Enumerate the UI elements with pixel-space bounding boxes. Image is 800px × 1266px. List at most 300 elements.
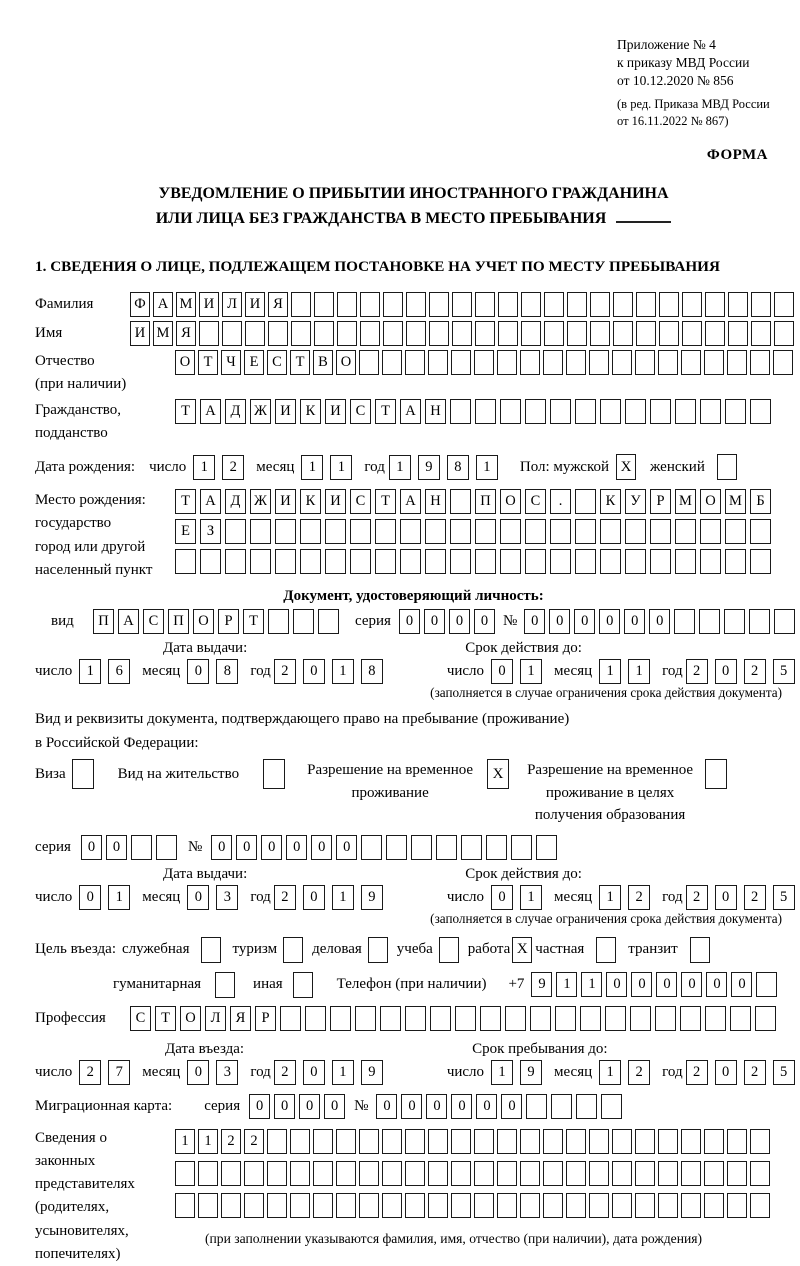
form-cell[interactable]: П: [475, 489, 496, 514]
form-cell[interactable]: [520, 1161, 540, 1186]
form-cell[interactable]: [674, 609, 695, 634]
form-cell[interactable]: [175, 1193, 195, 1218]
form-cell[interactable]: [511, 835, 532, 860]
form-cell[interactable]: [383, 292, 403, 317]
form-cell[interactable]: 0: [491, 659, 513, 684]
form-cell[interactable]: .: [550, 489, 571, 514]
form-cell[interactable]: [268, 609, 289, 634]
form-cell[interactable]: 0: [474, 609, 495, 634]
form-cell[interactable]: [360, 321, 380, 346]
form-cell[interactable]: [682, 292, 702, 317]
form-cell[interactable]: 1: [332, 659, 354, 684]
form-cell[interactable]: [700, 399, 721, 424]
form-cell[interactable]: 0: [303, 659, 325, 684]
form-cell[interactable]: [655, 1006, 676, 1031]
form-cell[interactable]: [405, 1006, 426, 1031]
form-cell[interactable]: Д: [225, 399, 246, 424]
form-cell[interactable]: [359, 1129, 379, 1154]
form-cell[interactable]: 9: [418, 455, 440, 480]
form-cell[interactable]: [704, 1193, 724, 1218]
form-cell[interactable]: С: [525, 489, 546, 514]
form-cell[interactable]: [244, 1161, 264, 1186]
form-cell[interactable]: В: [313, 350, 333, 375]
form-cell[interactable]: [550, 399, 571, 424]
form-cell[interactable]: 0: [399, 609, 420, 634]
form-cell[interactable]: [520, 350, 540, 375]
form-cell[interactable]: 1: [628, 659, 650, 684]
form-cell[interactable]: [650, 519, 671, 544]
purpose-transit-checkbox[interactable]: [690, 937, 710, 963]
form-cell[interactable]: [336, 1193, 356, 1218]
form-cell[interactable]: 1: [599, 659, 621, 684]
form-cell[interactable]: [681, 1161, 701, 1186]
form-cell[interactable]: [290, 1193, 310, 1218]
form-cell[interactable]: [428, 1161, 448, 1186]
form-cell[interactable]: [525, 399, 546, 424]
form-cell[interactable]: 0: [303, 1060, 325, 1085]
form-cell[interactable]: [405, 1161, 425, 1186]
form-cell[interactable]: И: [245, 292, 265, 317]
form-cell[interactable]: [425, 519, 446, 544]
form-cell[interactable]: [386, 835, 407, 860]
form-cell[interactable]: Д: [225, 489, 246, 514]
form-cell[interactable]: [451, 1129, 471, 1154]
form-cell[interactable]: [497, 1161, 517, 1186]
form-cell[interactable]: [450, 519, 471, 544]
form-cell[interactable]: [486, 835, 507, 860]
form-cell[interactable]: [452, 292, 472, 317]
form-cell[interactable]: [411, 835, 432, 860]
form-cell[interactable]: [566, 1161, 586, 1186]
form-cell[interactable]: [525, 519, 546, 544]
form-cell[interactable]: С: [143, 609, 164, 634]
blank-underline[interactable]: [616, 221, 671, 223]
form-cell[interactable]: [536, 835, 557, 860]
form-cell[interactable]: И: [275, 399, 296, 424]
form-cell[interactable]: [567, 292, 587, 317]
form-cell[interactable]: [600, 399, 621, 424]
form-cell[interactable]: [199, 321, 219, 346]
form-cell[interactable]: [700, 549, 721, 574]
form-cell[interactable]: 2: [744, 1060, 766, 1085]
form-cell[interactable]: [756, 972, 777, 997]
form-cell[interactable]: [405, 1193, 425, 1218]
form-cell[interactable]: [451, 350, 471, 375]
form-cell[interactable]: 5: [773, 659, 795, 684]
form-cell[interactable]: [725, 519, 746, 544]
form-cell[interactable]: [406, 292, 426, 317]
form-cell[interactable]: [198, 1193, 218, 1218]
form-cell[interactable]: 2: [686, 659, 708, 684]
form-cell[interactable]: 0: [303, 885, 325, 910]
purpose-business-checkbox[interactable]: [368, 937, 388, 963]
form-cell[interactable]: [375, 519, 396, 544]
form-cell[interactable]: [475, 549, 496, 574]
form-cell[interactable]: 1: [332, 885, 354, 910]
form-cell[interactable]: [635, 1193, 655, 1218]
form-cell[interactable]: 2: [79, 1060, 101, 1085]
form-cell[interactable]: 0: [715, 1060, 737, 1085]
form-cell[interactable]: [380, 1006, 401, 1031]
form-cell[interactable]: [250, 549, 271, 574]
form-cell[interactable]: [325, 549, 346, 574]
form-cell[interactable]: 0: [424, 609, 445, 634]
form-cell[interactable]: М: [675, 489, 696, 514]
form-cell[interactable]: [428, 350, 448, 375]
form-cell[interactable]: [605, 1006, 626, 1031]
form-cell[interactable]: 2: [628, 1060, 650, 1085]
form-cell[interactable]: [635, 1161, 655, 1186]
form-cell[interactable]: 0: [286, 835, 307, 860]
form-cell[interactable]: 0: [715, 659, 737, 684]
form-cell[interactable]: [361, 835, 382, 860]
form-cell[interactable]: М: [725, 489, 746, 514]
form-cell[interactable]: [318, 609, 339, 634]
form-cell[interactable]: [755, 1006, 776, 1031]
form-cell[interactable]: [400, 519, 421, 544]
form-cell[interactable]: [290, 1129, 310, 1154]
form-cell[interactable]: 1: [556, 972, 577, 997]
form-cell[interactable]: [625, 519, 646, 544]
form-cell[interactable]: [505, 1006, 526, 1031]
form-cell[interactable]: 1: [581, 972, 602, 997]
form-cell[interactable]: 1: [175, 1129, 195, 1154]
form-cell[interactable]: [613, 321, 633, 346]
form-cell[interactable]: 1: [198, 1129, 218, 1154]
form-cell[interactable]: [727, 1129, 747, 1154]
form-cell[interactable]: К: [300, 489, 321, 514]
form-cell[interactable]: [725, 399, 746, 424]
form-cell[interactable]: [650, 549, 671, 574]
form-cell[interactable]: Е: [175, 519, 196, 544]
form-cell[interactable]: [612, 1161, 632, 1186]
form-cell[interactable]: К: [600, 489, 621, 514]
form-cell[interactable]: [497, 350, 517, 375]
form-cell[interactable]: [521, 292, 541, 317]
form-cell[interactable]: [520, 1193, 540, 1218]
form-cell[interactable]: Ч: [221, 350, 241, 375]
form-cell[interactable]: [429, 321, 449, 346]
form-cell[interactable]: [589, 1193, 609, 1218]
form-cell[interactable]: О: [700, 489, 721, 514]
form-cell[interactable]: [268, 321, 288, 346]
form-cell[interactable]: [589, 1161, 609, 1186]
form-cell[interactable]: 0: [106, 835, 127, 860]
form-cell[interactable]: [681, 1129, 701, 1154]
form-cell[interactable]: [543, 1161, 563, 1186]
form-cell[interactable]: 0: [599, 609, 620, 634]
form-cell[interactable]: 0: [79, 885, 101, 910]
form-cell[interactable]: [575, 399, 596, 424]
form-cell[interactable]: [728, 321, 748, 346]
form-cell[interactable]: [221, 1193, 241, 1218]
form-cell[interactable]: 2: [274, 659, 296, 684]
form-cell[interactable]: [275, 549, 296, 574]
form-cell[interactable]: [175, 1161, 195, 1186]
form-cell[interactable]: 1: [193, 455, 215, 480]
form-cell[interactable]: [750, 1129, 770, 1154]
form-cell[interactable]: [405, 350, 425, 375]
form-cell[interactable]: [612, 1129, 632, 1154]
form-cell[interactable]: [359, 1193, 379, 1218]
form-cell[interactable]: 0: [524, 609, 545, 634]
form-cell[interactable]: [774, 321, 794, 346]
form-cell[interactable]: [700, 519, 721, 544]
form-cell[interactable]: [589, 1129, 609, 1154]
form-cell[interactable]: [543, 1193, 563, 1218]
visa-checkbox[interactable]: [72, 759, 94, 789]
form-cell[interactable]: [267, 1193, 287, 1218]
form-cell[interactable]: 0: [311, 835, 332, 860]
form-cell[interactable]: [475, 292, 495, 317]
form-cell[interactable]: 0: [236, 835, 257, 860]
form-cell[interactable]: 0: [249, 1094, 270, 1119]
form-cell[interactable]: [313, 1129, 333, 1154]
purpose-work-checkbox[interactable]: X: [512, 937, 532, 963]
form-cell[interactable]: А: [153, 292, 173, 317]
form-cell[interactable]: И: [130, 321, 150, 346]
temp-residence-edu-checkbox[interactable]: [705, 759, 727, 789]
form-cell[interactable]: [530, 1006, 551, 1031]
form-cell[interactable]: 0: [624, 609, 645, 634]
form-cell[interactable]: [382, 1193, 402, 1218]
form-cell[interactable]: [428, 1193, 448, 1218]
form-cell[interactable]: 0: [81, 835, 102, 860]
form-cell[interactable]: [544, 321, 564, 346]
form-cell[interactable]: О: [175, 350, 195, 375]
form-cell[interactable]: Ж: [250, 489, 271, 514]
form-cell[interactable]: О: [193, 609, 214, 634]
form-cell[interactable]: О: [180, 1006, 201, 1031]
form-cell[interactable]: С: [267, 350, 287, 375]
form-cell[interactable]: [590, 292, 610, 317]
form-cell[interactable]: [428, 1129, 448, 1154]
form-cell[interactable]: [336, 1161, 356, 1186]
form-cell[interactable]: М: [176, 292, 196, 317]
form-cell[interactable]: [300, 519, 321, 544]
form-cell[interactable]: Н: [425, 399, 446, 424]
form-cell[interactable]: [280, 1006, 301, 1031]
form-cell[interactable]: 2: [274, 1060, 296, 1085]
form-cell[interactable]: 0: [274, 1094, 295, 1119]
form-cell[interactable]: [450, 399, 471, 424]
form-cell[interactable]: 0: [501, 1094, 522, 1119]
form-cell[interactable]: [650, 399, 671, 424]
form-cell[interactable]: [544, 292, 564, 317]
form-cell[interactable]: [300, 549, 321, 574]
form-cell[interactable]: [520, 1129, 540, 1154]
form-cell[interactable]: [451, 1193, 471, 1218]
form-cell[interactable]: [500, 519, 521, 544]
form-cell[interactable]: 0: [401, 1094, 422, 1119]
form-cell[interactable]: [336, 1129, 356, 1154]
form-cell[interactable]: [774, 609, 795, 634]
form-cell[interactable]: [705, 292, 725, 317]
form-cell[interactable]: [450, 489, 471, 514]
form-cell[interactable]: 0: [451, 1094, 472, 1119]
residence-permit-checkbox[interactable]: [263, 759, 285, 789]
form-cell[interactable]: [704, 1129, 724, 1154]
form-cell[interactable]: 6: [108, 659, 130, 684]
form-cell[interactable]: Т: [175, 399, 196, 424]
form-cell[interactable]: [575, 489, 596, 514]
form-cell[interactable]: 8: [447, 455, 469, 480]
form-cell[interactable]: [436, 835, 457, 860]
purpose-humanitarian-checkbox[interactable]: [215, 972, 235, 998]
purpose-study-checkbox[interactable]: [439, 937, 459, 963]
form-cell[interactable]: [156, 835, 177, 860]
form-cell[interactable]: [773, 350, 793, 375]
form-cell[interactable]: [500, 549, 521, 574]
form-cell[interactable]: А: [200, 489, 221, 514]
form-cell[interactable]: [406, 321, 426, 346]
form-cell[interactable]: 0: [261, 835, 282, 860]
form-cell[interactable]: [382, 350, 402, 375]
form-cell[interactable]: [749, 609, 770, 634]
form-cell[interactable]: [450, 549, 471, 574]
form-cell[interactable]: 2: [686, 1060, 708, 1085]
form-cell[interactable]: [636, 321, 656, 346]
form-cell[interactable]: П: [168, 609, 189, 634]
form-cell[interactable]: [474, 1193, 494, 1218]
form-cell[interactable]: М: [153, 321, 173, 346]
form-cell[interactable]: 0: [649, 609, 670, 634]
form-cell[interactable]: [550, 519, 571, 544]
form-cell[interactable]: Т: [290, 350, 310, 375]
form-cell[interactable]: 1: [599, 1060, 621, 1085]
form-cell[interactable]: [359, 1161, 379, 1186]
form-cell[interactable]: [600, 519, 621, 544]
form-cell[interactable]: 9: [520, 1060, 542, 1085]
form-cell[interactable]: 1: [330, 455, 352, 480]
form-cell[interactable]: Р: [650, 489, 671, 514]
form-cell[interactable]: [405, 1129, 425, 1154]
form-cell[interactable]: [175, 549, 196, 574]
form-cell[interactable]: [750, 1193, 770, 1218]
form-cell[interactable]: 0: [426, 1094, 447, 1119]
form-cell[interactable]: [730, 1006, 751, 1031]
form-cell[interactable]: [566, 350, 586, 375]
purpose-tourism-checkbox[interactable]: [283, 937, 303, 963]
form-cell[interactable]: [550, 549, 571, 574]
form-cell[interactable]: И: [199, 292, 219, 317]
form-cell[interactable]: [575, 519, 596, 544]
form-cell[interactable]: [313, 1161, 333, 1186]
form-cell[interactable]: 0: [187, 1060, 209, 1085]
form-cell[interactable]: [613, 292, 633, 317]
form-cell[interactable]: [222, 321, 242, 346]
form-cell[interactable]: [475, 399, 496, 424]
form-cell[interactable]: [675, 399, 696, 424]
form-cell[interactable]: О: [500, 489, 521, 514]
form-cell[interactable]: 0: [731, 972, 752, 997]
form-cell[interactable]: 1: [520, 885, 542, 910]
form-cell[interactable]: [725, 549, 746, 574]
form-cell[interactable]: [430, 1006, 451, 1031]
form-cell[interactable]: [658, 1129, 678, 1154]
form-cell[interactable]: [200, 549, 221, 574]
form-cell[interactable]: [659, 321, 679, 346]
form-cell[interactable]: С: [350, 489, 371, 514]
form-cell[interactable]: Т: [155, 1006, 176, 1031]
form-cell[interactable]: [382, 1161, 402, 1186]
form-cell[interactable]: [451, 1161, 471, 1186]
form-cell[interactable]: [337, 321, 357, 346]
form-cell[interactable]: [575, 549, 596, 574]
form-cell[interactable]: А: [400, 489, 421, 514]
form-cell[interactable]: [750, 350, 770, 375]
form-cell[interactable]: [480, 1006, 501, 1031]
form-cell[interactable]: [612, 350, 632, 375]
form-cell[interactable]: Б: [750, 489, 771, 514]
form-cell[interactable]: Л: [205, 1006, 226, 1031]
form-cell[interactable]: 2: [222, 455, 244, 480]
form-cell[interactable]: 0: [324, 1094, 345, 1119]
form-cell[interactable]: [325, 519, 346, 544]
form-cell[interactable]: [675, 519, 696, 544]
form-cell[interactable]: 0: [476, 1094, 497, 1119]
form-cell[interactable]: А: [200, 399, 221, 424]
form-cell[interactable]: 0: [656, 972, 677, 997]
form-cell[interactable]: [337, 292, 357, 317]
form-cell[interactable]: Я: [230, 1006, 251, 1031]
form-cell[interactable]: 0: [336, 835, 357, 860]
purpose-private-checkbox[interactable]: [596, 937, 616, 963]
form-cell[interactable]: Ф: [130, 292, 150, 317]
form-cell[interactable]: 9: [361, 1060, 383, 1085]
sex-female-checkbox[interactable]: [717, 454, 737, 480]
form-cell[interactable]: 1: [108, 885, 130, 910]
form-cell[interactable]: 0: [211, 835, 232, 860]
form-cell[interactable]: [245, 321, 265, 346]
form-cell[interactable]: 2: [274, 885, 296, 910]
form-cell[interactable]: [461, 835, 482, 860]
form-cell[interactable]: 1: [476, 455, 498, 480]
form-cell[interactable]: [360, 292, 380, 317]
form-cell[interactable]: 0: [715, 885, 737, 910]
form-cell[interactable]: Л: [222, 292, 242, 317]
form-cell[interactable]: [521, 321, 541, 346]
form-cell[interactable]: [350, 549, 371, 574]
form-cell[interactable]: [681, 350, 701, 375]
form-cell[interactable]: [497, 1193, 517, 1218]
form-cell[interactable]: [750, 549, 771, 574]
form-cell[interactable]: И: [325, 489, 346, 514]
form-cell[interactable]: [455, 1006, 476, 1031]
form-cell[interactable]: [543, 350, 563, 375]
form-cell[interactable]: [275, 519, 296, 544]
form-cell[interactable]: А: [118, 609, 139, 634]
form-cell[interactable]: [704, 1161, 724, 1186]
form-cell[interactable]: [727, 350, 747, 375]
form-cell[interactable]: 2: [244, 1129, 264, 1154]
form-cell[interactable]: 0: [681, 972, 702, 997]
form-cell[interactable]: [526, 1094, 547, 1119]
form-cell[interactable]: П: [93, 609, 114, 634]
form-cell[interactable]: 2: [686, 885, 708, 910]
form-cell[interactable]: И: [325, 399, 346, 424]
form-cell[interactable]: [590, 321, 610, 346]
form-cell[interactable]: [452, 321, 472, 346]
form-cell[interactable]: [475, 321, 495, 346]
form-cell[interactable]: У: [625, 489, 646, 514]
form-cell[interactable]: 5: [773, 1060, 795, 1085]
form-cell[interactable]: Т: [175, 489, 196, 514]
form-cell[interactable]: [658, 1161, 678, 1186]
form-cell[interactable]: Ж: [250, 399, 271, 424]
form-cell[interactable]: [727, 1161, 747, 1186]
form-cell[interactable]: 9: [531, 972, 552, 997]
